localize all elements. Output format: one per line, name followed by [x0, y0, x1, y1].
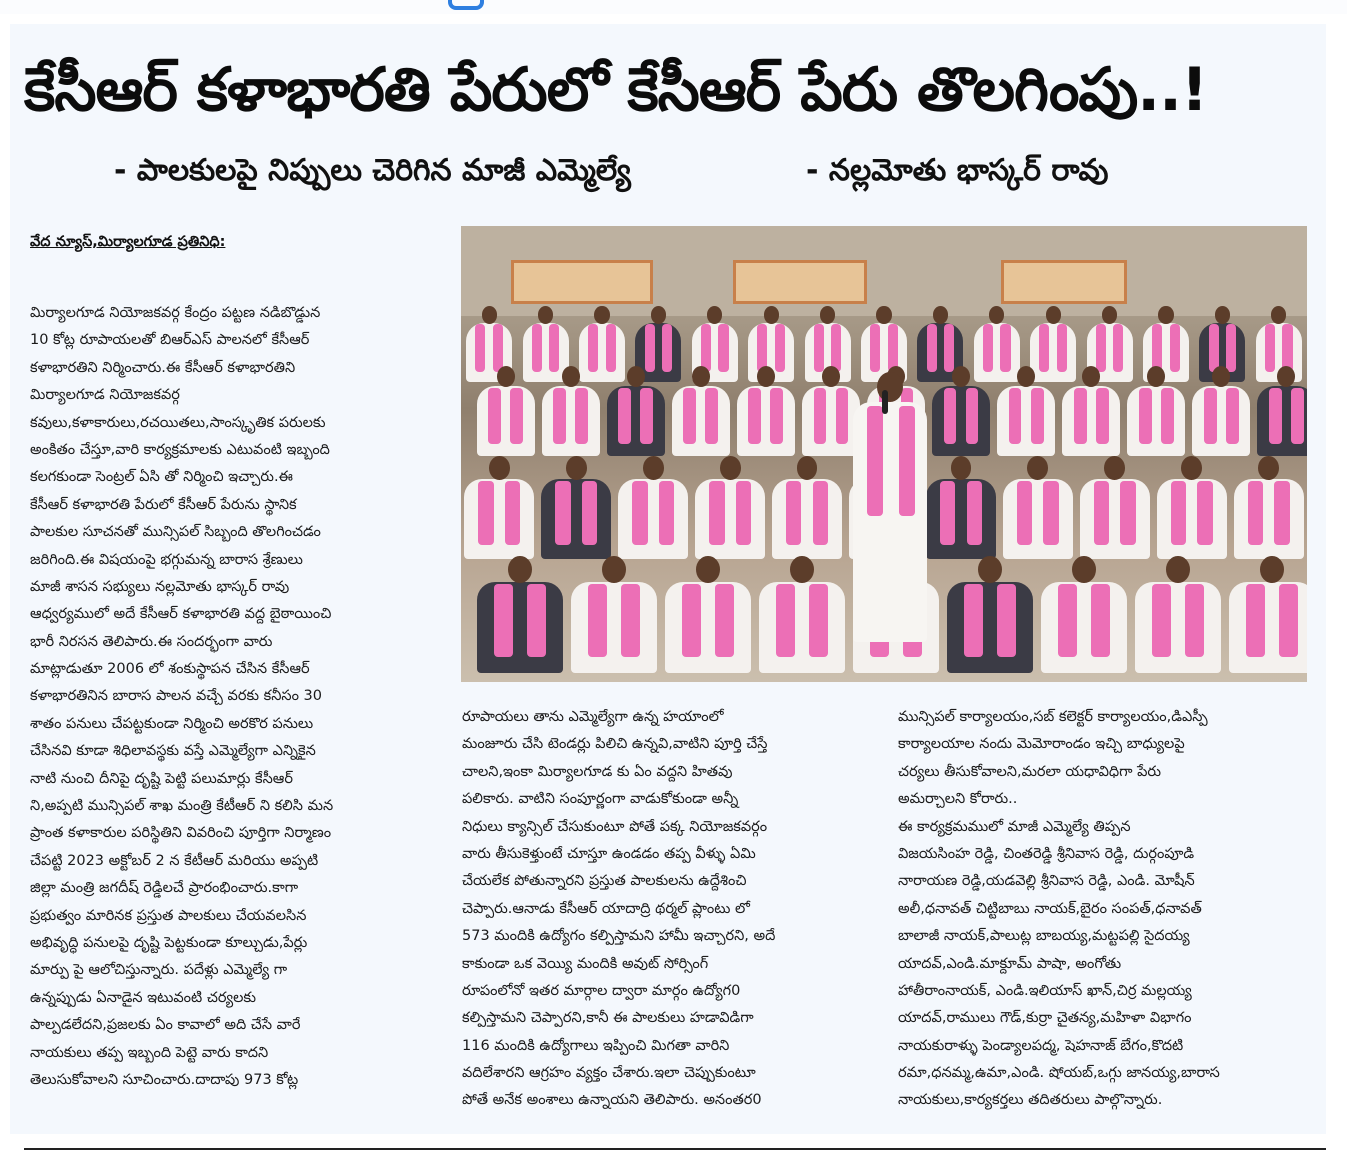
- pink-scarf: [1248, 481, 1263, 545]
- article-text-line: కాకుండా ఒక వెయ్యి మందికి అవుట్ సోర్సింగ్: [462, 955, 709, 972]
- article-text-line: కార్యాలయాల నందు మెమోరాండం ఇచ్చి బాధ్యులపై: [898, 736, 1185, 753]
- person-head: [1258, 456, 1279, 480]
- article-text-line: ఉన్నప్పుడు ఏనాడైన ఇటువంటి చర్యలకు: [30, 989, 256, 1006]
- person-shirt: [853, 402, 927, 642]
- person-head: [1072, 556, 1095, 583]
- article-text-line: చర్యలు తీసుకోవాలని,మరలా యధావిధిగా పేరు: [898, 763, 1162, 780]
- pink-scarf: [1043, 481, 1058, 545]
- article-text-line: పోతే అనేక అంశాలు ఉన్నాయని తెలిపారు. అనంతర0: [462, 1092, 762, 1109]
- pink-scarf: [1282, 324, 1292, 372]
- article-text-line: చేయలేక పోతున్నారని ప్రస్తుత పాలకులను ఉద్దేశించి: [462, 873, 747, 890]
- person-head: [1215, 306, 1230, 324]
- pink-scarf: [1096, 388, 1109, 444]
- person-head: [651, 306, 666, 324]
- pink-scarf: [1265, 324, 1275, 372]
- subheadline-2: - నల్లమోతు భాస్కర్ రావు: [806, 153, 1109, 188]
- person-shirt: [607, 386, 665, 456]
- pink-scarf: [964, 584, 983, 657]
- pink-scarf: [836, 388, 849, 444]
- article-text-line: మిర్యాలగూడ నియోజకవర్గ కేంద్రం పట్టణ నడిబొడ్డున: [30, 305, 321, 321]
- person-head: [951, 456, 972, 480]
- person-head: [497, 366, 515, 387]
- person-shirt: [926, 479, 996, 560]
- person-head: [1158, 306, 1173, 324]
- pink-scarf: [621, 584, 640, 657]
- article-text-line: అంకితం చేస్తూ,వారి కార్యక్రమాలకు ఎటువంటి ఇబ్బంది: [30, 441, 330, 458]
- article-text-line: 573 మందికి ఉద్యోగం కల్పిస్తామని హామీ ఇచ్చారని, అదే: [462, 928, 776, 945]
- pink-scarf: [659, 481, 674, 545]
- pink-scarf: [944, 324, 954, 372]
- pink-scarf: [1185, 584, 1204, 657]
- person-head: [1181, 456, 1202, 480]
- person-shirt: [1127, 386, 1185, 456]
- person-shirt: [477, 582, 563, 673]
- pink-scarf: [867, 406, 883, 516]
- pink-scarf: [645, 324, 655, 372]
- person-head: [978, 556, 1001, 583]
- person-shirt: [1135, 582, 1221, 673]
- article-text-line: పలికారు. వాటిని సంపూర్ణంగా వాడుకోకుండా అన్నీ: [462, 791, 739, 808]
- person-head: [643, 456, 664, 480]
- article-text-line: యాదవ్,ఎండి.మాక్దూమ్ పాషా, అంగోతు: [898, 955, 1122, 972]
- person-head: [1147, 366, 1165, 387]
- article-text-line: చాలని,ఇంకా మిర్యాలగూడ కు ఏం వద్దని హితవు: [462, 763, 733, 780]
- article-text-line: జరిగింది.ఈ విషయంపై భగ్గుమన్న బారాస శ్రేణులు: [30, 551, 303, 568]
- person-shirt: [1192, 386, 1250, 456]
- article-text-line: నిధులు క్యాన్సిల్ చేసుకుంటూ పోతే పక్క నియోజకవర్గం: [462, 818, 768, 835]
- article-text-line: తెలుసుకోవాలని సూచించారు.దాదాపు 973 కోట్ల: [30, 1071, 299, 1088]
- pink-scarf: [967, 481, 982, 545]
- pink-scarf: [1031, 388, 1044, 444]
- article-text-line: రూపాయలు తాను ఎమ్మెల్యేగా ఉన్న హయాంలో: [462, 709, 724, 725]
- subheadline-1: - పాలకులపై నిప్పులు చెరిగిన మాజీ ఎమ్మెల్యే: [114, 153, 631, 188]
- pink-scarf: [549, 324, 559, 372]
- newspaper-clipping: [10, 24, 1326, 1134]
- pink-scarf: [478, 481, 493, 545]
- article-text-line: 10 కోట్ల రూపాయలతో బిఆర్ఎస్ పాలనలో కేసీఆర్: [30, 332, 310, 349]
- article-text-line: మిర్యాలగూడ నియోజకవర్గ: [30, 387, 180, 404]
- person-head: [764, 306, 779, 324]
- pink-scarf: [813, 481, 828, 545]
- pink-scarf: [966, 388, 979, 444]
- article-text-line: కళాభారతిని నిర్మించారు.ఈ కేసీఆర్ కళాభారతిని: [30, 359, 296, 376]
- pink-scarf: [870, 324, 880, 372]
- person-head: [538, 306, 553, 324]
- pink-scarf: [475, 324, 485, 372]
- pink-scarf: [1209, 324, 1219, 372]
- person-shirt: [695, 479, 765, 560]
- article-text-line: మాజీ శాసన సభ్యులు నల్లమోతు భాస్కర్ రావు: [30, 578, 290, 595]
- wall-tile-decoration: [511, 260, 653, 304]
- pink-scarf: [510, 388, 523, 444]
- article-text-line: నాటి నుంచి దీనిపై దృష్టి పెట్టి పలుమార్లు కేసీఆర్: [30, 770, 293, 787]
- person-head: [1212, 366, 1230, 387]
- person-head: [707, 306, 722, 324]
- pink-scarf: [1152, 324, 1162, 372]
- pink-scarf: [527, 584, 546, 657]
- person-head: [989, 306, 1004, 324]
- person-shirt: [772, 479, 842, 560]
- article-column-3: [898, 704, 1323, 1115]
- article-text-line: ప్రభుత్వం మారినక ప్రస్తుత పాలకులు చేయవలసిన: [30, 907, 307, 924]
- article-text-line: శాతం పనులు చేపట్టకుండా నిర్మించి అరకొర పనులు: [30, 715, 314, 732]
- pink-scarf: [983, 324, 993, 372]
- group-photo: [461, 226, 1307, 682]
- pink-scarf: [662, 324, 672, 372]
- pink-scarf: [1094, 481, 1109, 545]
- pink-scarf: [775, 324, 785, 372]
- article-text-line: అలీ,ధనావత్ చిట్టిబాబు నాయక్,బైరం సంపత్,ధనావత్: [898, 900, 1202, 917]
- bottom-rule: [24, 1148, 1326, 1150]
- pink-scarf: [770, 388, 783, 444]
- pink-scarf: [632, 481, 647, 545]
- article-text-line: కల్పిస్తామని చెప్పారని,కానీ ఈ పాలకులు హడావిడిగా: [462, 1010, 754, 1027]
- person-head: [1166, 556, 1189, 583]
- person-head: [508, 556, 531, 583]
- article-text-line: ప్రాంత కళాకారుల పరిస్థితిని వివరించి పూర్తిగా నిర్మాణం: [30, 825, 332, 842]
- person-head: [696, 556, 719, 583]
- pink-scarf: [1039, 324, 1049, 372]
- pink-scarf: [715, 584, 734, 657]
- pink-scarf: [776, 584, 795, 657]
- person-shirt: [571, 582, 657, 673]
- person-shirt: [542, 386, 600, 456]
- subheadlines: [10, 146, 1326, 196]
- pink-scarf: [682, 584, 701, 657]
- person-head: [627, 366, 645, 387]
- masthead-fragment-icon: [448, 0, 484, 10]
- person-head: [562, 366, 580, 387]
- person-head: [566, 456, 587, 480]
- person-head: [1027, 456, 1048, 480]
- article-text-line: హాతీరాంనాయక్, ఎండి.ఇలియాస్ ఖాన్,చిర్ర మల్లయ్య: [898, 982, 1192, 999]
- article-text-line: మున్సిపల్ కార్యాలయం,సబ్ కలెక్టర్ కార్యాలయం,డిఎస్పీ: [898, 709, 1208, 725]
- person-head: [1277, 366, 1295, 387]
- person-head: [594, 306, 609, 324]
- person-shirt: [665, 582, 751, 673]
- article-text-line: 116 మందికి ఉద్యోగాలు ఇప్పించి మిగతా వారిని: [462, 1037, 730, 1054]
- pink-scarf: [1113, 324, 1123, 372]
- person-head: [797, 456, 818, 480]
- article-text-line: కవులు,కళాకారులు,రచయితలు,సాంస్కృతిక పరులకు: [30, 414, 326, 431]
- article-text-line: ఆధ్వర్యములో అదే కేసీఆర్ కళాభారతి వద్ద బైఠాయించి: [30, 606, 332, 623]
- article-text-line: మంజూరు చేసి టెండర్లు పిలిచి ఉన్నవి,వాటిని పూర్తి చేస్తే: [462, 736, 768, 753]
- article-text-line: బాలాజీ నాయక్,పాలుట్ల బాబయ్య,మట్టపల్లి సైదయ్య: [898, 928, 1190, 945]
- article-text-line: పాల్పడలేదని,ప్రజలకు ఏం కావాలో అది చేసే వారే: [30, 1017, 301, 1034]
- pink-scarf: [940, 481, 955, 545]
- article-column-1: [30, 300, 455, 1094]
- pink-scarf: [1000, 324, 1010, 372]
- person-head: [952, 366, 970, 387]
- pink-scarf: [1096, 324, 1106, 372]
- pink-scarf: [1074, 388, 1087, 444]
- person-head: [482, 306, 497, 324]
- article-text-line: నాయకులు,కార్యకర్తలు తదితరులు పాల్గొన్నారు.: [898, 1092, 1163, 1109]
- pink-scarf: [532, 324, 542, 372]
- person-shirt: [1041, 582, 1127, 673]
- person-head: [1271, 306, 1286, 324]
- article-text-line: పాలకుల సూచనతో మున్సిపల్ సిబ్బంది తొలగించడం: [30, 524, 321, 541]
- person-shirt: [618, 479, 688, 560]
- pink-scarf: [1058, 584, 1077, 657]
- person-head: [822, 366, 840, 387]
- pink-scarf: [748, 388, 761, 444]
- article-text-line: విజయసింహ రెడ్డి, చింతరెడ్డి శ్రీనివాస రెడ్డి, దుర్గంపూడి: [898, 845, 1195, 862]
- person-shirt: [802, 386, 860, 456]
- pink-scarf: [701, 324, 711, 372]
- person-head: [757, 366, 775, 387]
- person-head: [720, 456, 741, 480]
- pink-scarf: [494, 584, 513, 657]
- article-text-line: నారాయణ రెడ్డి,యడవెల్లి శ్రీనివాస రెడ్డి, ఎండి. మోషీన్: [898, 873, 1195, 890]
- pink-scarf: [618, 388, 631, 444]
- person-shirt: [974, 323, 1020, 383]
- person-head: [1102, 306, 1117, 324]
- pink-scarf: [588, 584, 607, 657]
- article-text-line: రమా,ధనమ్మ,ఉమా,ఎండి. షోయబ్,ఒగ్గు జానయ్య,బారాస: [898, 1065, 1220, 1082]
- person-shirt: [579, 323, 625, 383]
- pink-scarf: [505, 481, 520, 545]
- person-shirt: [759, 582, 845, 673]
- pink-scarf: [1091, 584, 1110, 657]
- person-head: [876, 306, 891, 324]
- top-edge-strip: [0, 0, 1347, 14]
- person-shirt: [541, 479, 611, 560]
- pink-scarf: [718, 324, 728, 372]
- article-text-line: ఈ కార్యక్రమములో మాజీ ఎమ్మెల్యే తిప్పన: [898, 818, 1131, 835]
- pink-scarf: [1291, 388, 1304, 444]
- article-text-line: వారు తీసుకెళ్తుంటే చూస్తూ ఉండడం తప్ప వీళ్ళు ఏమి: [462, 845, 756, 862]
- pink-scarf: [1161, 388, 1174, 444]
- pink-scarf: [786, 481, 801, 545]
- article-text-line: కళాభారతినిన బారాస పాలన వచ్చే వరకు కనీసం 30: [30, 688, 322, 705]
- pink-scarf: [888, 324, 898, 372]
- person-head: [1104, 456, 1125, 480]
- pink-scarf: [582, 481, 597, 545]
- article-text-line: నాయకులు తప్ప ఇబ్బంది పెట్టె వారు కాదని: [30, 1044, 269, 1061]
- article-text-line: మాట్లాడుతూ 2006 లో శంకుస్థాపన చేసిన కేసీఆర్: [30, 661, 310, 678]
- pink-scarf: [588, 324, 598, 372]
- pink-scarf: [1139, 388, 1152, 444]
- wall-tile-decoration: [733, 260, 867, 304]
- person-head: [1017, 366, 1035, 387]
- article-column-2: [462, 704, 892, 1115]
- pink-scarf: [736, 481, 751, 545]
- article-text-line: వదిలేశారని ఆగ్రహం వ్యక్తం చేశారు.ఇలా చెప్పుకుంటూ: [462, 1065, 756, 1082]
- pink-scarf: [1226, 324, 1236, 372]
- article-text-line: కలగకుండా సెంట్రల్ ఏసి తో నిర్మించి ఇచ్చారు.ఈ: [30, 469, 293, 486]
- pink-scarf: [1246, 584, 1265, 657]
- article-text-line: చెప్పారు.ఆనాడు కేసీఆర్ యాదాద్రి థర్మల్ ప్లాంటు లో: [462, 900, 750, 917]
- person-shirt: [1003, 479, 1073, 560]
- pink-scarf: [814, 388, 827, 444]
- person-shirt: [737, 386, 795, 456]
- person-shirt: [464, 479, 534, 560]
- article-text-line: ని,అప్పటి మున్సిపల్ శాఖ మంత్రి కేటీఆర్ ని కలిసి మన: [30, 798, 334, 815]
- pink-scarf: [1226, 388, 1239, 444]
- pink-scarf: [1017, 481, 1032, 545]
- person-shirt: [1234, 479, 1304, 560]
- pink-scarf: [1057, 324, 1067, 372]
- article-text-line: జిల్లా మంత్రి జగదీష్ రెడ్డిలచే ప్రారంభించారు.కాగా: [30, 880, 299, 897]
- person-shirt: [477, 386, 535, 456]
- wall-tile-decoration: [1001, 260, 1127, 304]
- article-text-line: మార్పు పై ఆలోచిస్తున్నారు. పదేళ్లు ఎమ్మెల్యే గా: [30, 962, 288, 979]
- person-shirt: [1030, 323, 1076, 383]
- article-text-line: కేసీఆర్ కళాభారతి పేరులో కేసీఆర్ పేరును స్థానిక: [30, 496, 297, 513]
- person-shirt: [947, 582, 1033, 673]
- person-head: [1046, 306, 1061, 324]
- pink-scarf: [1170, 324, 1180, 372]
- pink-scarf: [927, 324, 937, 372]
- article-text-line: చేపట్టి 2023 అక్టోబర్ 2 న కేటీఆర్ మరియు అప్పటి: [30, 852, 319, 869]
- person-head: [933, 306, 948, 324]
- person-shirt: [997, 386, 1055, 456]
- microphone-icon: [882, 390, 888, 414]
- protest-crowd: [461, 306, 1307, 682]
- pink-scarf: [814, 324, 824, 372]
- pink-scarf: [555, 481, 570, 545]
- article-text-line: నాయకురాళ్ళు పెండ్యాలపద్మ, షెహనాజ్ బేగం,కొదటి: [898, 1037, 1184, 1054]
- pink-scarf: [1204, 388, 1217, 444]
- pink-scarf: [899, 406, 915, 516]
- pink-scarf: [709, 481, 724, 545]
- pink-scarf: [488, 388, 501, 444]
- person-head: [602, 556, 625, 583]
- headline: కేసీఆర్ కళాభారతి పేరులో కేసీఆర్ పేరు తొలగింపు..!: [24, 55, 1208, 125]
- person-head: [790, 556, 813, 583]
- pink-scarf: [831, 324, 841, 372]
- pink-scarf: [1171, 481, 1186, 545]
- person-shirt: [1062, 386, 1120, 456]
- pink-scarf: [683, 388, 696, 444]
- pink-scarf: [553, 388, 566, 444]
- person-shirt: [1157, 479, 1227, 560]
- pink-scarf: [944, 388, 957, 444]
- pink-scarf: [1274, 481, 1289, 545]
- person-head: [877, 372, 903, 402]
- person-head: [692, 366, 710, 387]
- pink-scarf: [1269, 388, 1282, 444]
- article-text-line: రూపంలోనో ఇతర మార్గాల ద్వారా మార్గం ఉద్యోగ0: [462, 982, 741, 999]
- pink-scarf: [809, 584, 828, 657]
- pink-scarf: [757, 324, 767, 372]
- person-shirt: [932, 386, 990, 456]
- article-text-line: చేసినవి కూడా శిధిలావస్థకు వస్తే ఎమ్మెల్యేగా ఎన్నికైన: [30, 743, 316, 760]
- pink-scarf: [1009, 388, 1022, 444]
- pink-scarf: [997, 584, 1016, 657]
- pink-scarf: [1120, 481, 1135, 545]
- person-shirt: [1080, 479, 1150, 560]
- pink-scarf: [606, 324, 616, 372]
- pink-scarf: [1279, 584, 1298, 657]
- person-head: [1260, 556, 1283, 583]
- person-head: [820, 306, 835, 324]
- pink-scarf: [1197, 481, 1212, 545]
- person-shirt: [672, 386, 730, 456]
- article-text-line: భారీ నిరసన తెలిపారు.ఈ సందర్భంగా వారు: [30, 633, 273, 650]
- person-head: [1082, 366, 1100, 387]
- article-text-line: అభివృద్ధి పనులపై దృష్టి పెట్టకుండా కూల్చుడు,పేర్లు: [30, 934, 308, 951]
- dateline: వేద న్యూస్,మిర్యాలగూడ ప్రతినిధి:: [30, 234, 226, 250]
- pink-scarf: [640, 388, 653, 444]
- pink-scarf: [705, 388, 718, 444]
- pink-scarf: [575, 388, 588, 444]
- pink-scarf: [1152, 584, 1171, 657]
- pink-scarf: [493, 324, 503, 372]
- person-head: [489, 456, 510, 480]
- article-text-line: అమర్చాలని కోరారు..: [898, 791, 1018, 808]
- article-text-line: యాదవ్,రాములు గౌడ్,కుర్రా చైతన్య,మహిళా విభాగం: [898, 1010, 1192, 1027]
